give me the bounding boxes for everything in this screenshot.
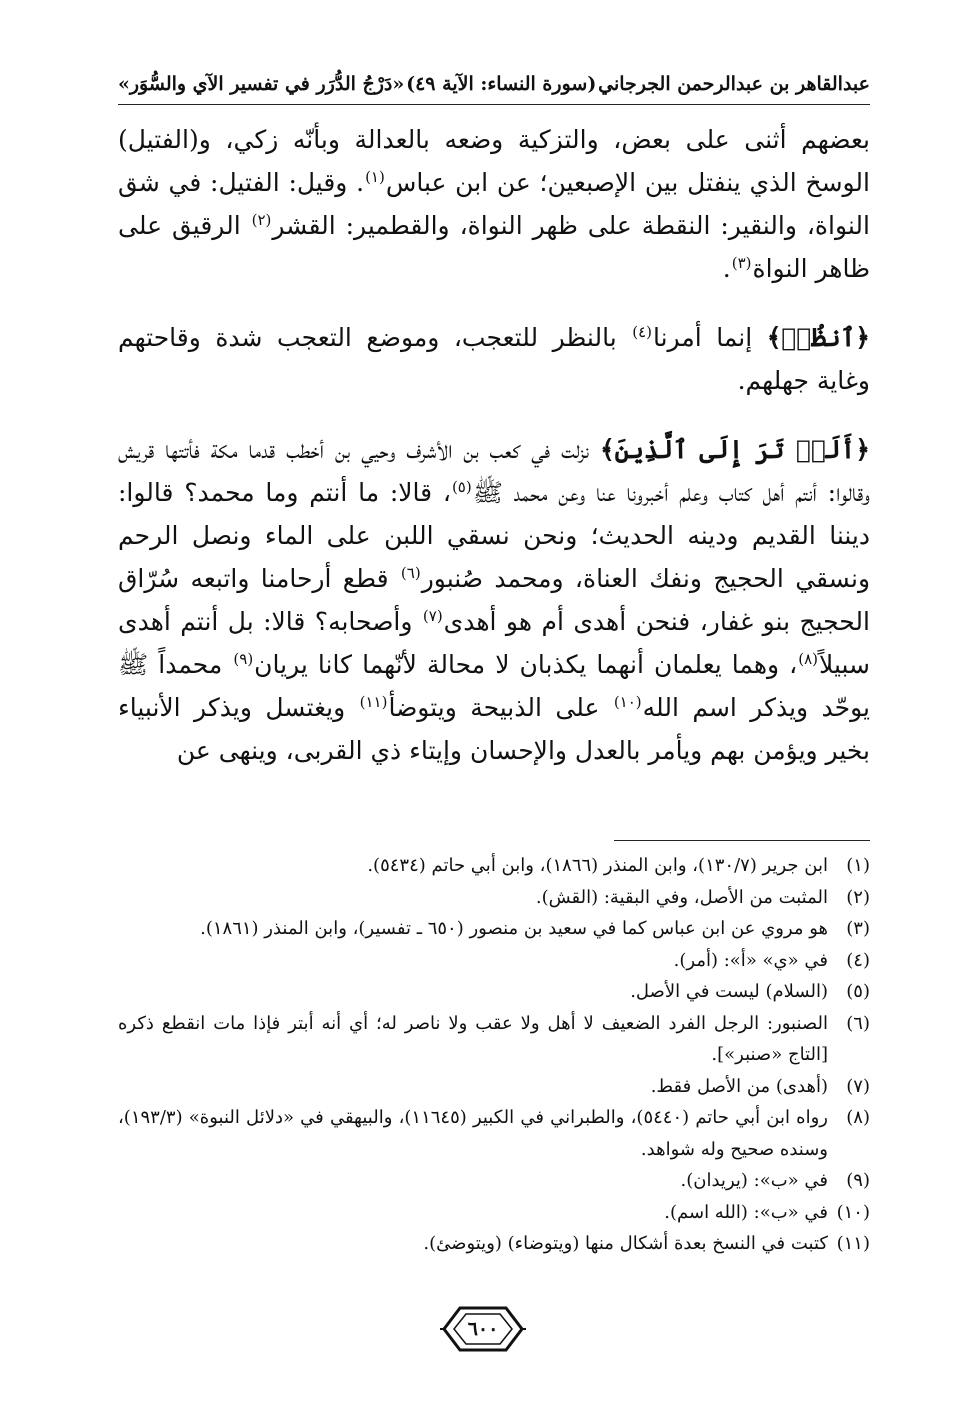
footnote-number: (٣) — [846, 918, 870, 939]
running-header — [118, 64, 870, 104]
quran-quote: ٱنظُرۡ — [781, 323, 856, 352]
footnote-text: (أهدى) من الأصل فقط. — [650, 1075, 828, 1097]
footnote-text: في «ي» «أ»: (أمر). — [673, 949, 828, 971]
footnote-text: المثبت من الأصل، وفي البقية: (القش). — [535, 886, 828, 908]
page-number-ornament — [440, 1304, 526, 1354]
footnote-5 — [118, 976, 870, 1008]
footnote-text: (السلام) ليست في الأصل. — [630, 981, 828, 1002]
footnote-ref: (٨) — [798, 649, 819, 668]
footnote-ref: (١) — [365, 167, 385, 186]
footnote-4 — [118, 945, 870, 977]
footnote-text: هو مروي عن ابن عباس كما في سعيد بن منصور (٦٥٠ ـ تفسير)، وابن المنذر (١٨٦١). — [200, 918, 828, 939]
quran-bracket-close: ﴾ — [599, 435, 615, 464]
footnote-10 — [118, 1197, 870, 1229]
footnote-text: كتبت في النسخ بعدة أشكال منها (ويتوضاء) (ويتوضئ). — [423, 1233, 828, 1254]
footnote-number: (٤) — [846, 949, 870, 971]
footnote-text: رواه ابن أبي حاتم (٥٤٤٠)، والطبراني في الكبير (١١٦٤٥)، والبيهقي في «دلائل النبوة» (١٩٣/٣)، وسنده صحيح وله شواهد. — [118, 1107, 828, 1160]
footnote-7 — [118, 1071, 870, 1103]
footnote-text: في «ب»: (يريدان). — [680, 1170, 828, 1191]
footnote-ref: (٢) — [251, 210, 272, 229]
footnote-ref: (٦) — [400, 563, 421, 582]
quran-bracket-open: ﴿ — [855, 435, 870, 464]
footnote-ref: (١١) — [359, 692, 388, 711]
footnote-number: (٦) — [846, 1012, 870, 1034]
footnote-2 — [118, 882, 870, 914]
footnote-9 — [118, 1165, 870, 1197]
footnote-number: (٥) — [846, 981, 870, 1002]
quran-bracket-open: ﴿ — [855, 323, 870, 352]
footnote-text: في «ب»: (الله اسم). — [664, 1201, 828, 1223]
footnote-number: (٧) — [846, 1075, 870, 1097]
paragraph-1: بعضهم أثنى على بعض، والتزكية وضعه بالعدالة وبأنّه زكي، و(الفتيل) الوسخ الذي ينفتل بين الإصبعين؛ عن ابن عباس$^{(١)}$. وقيل: الفتيل: في شق النواة، والنقير: النقطة على ظهر النواة، والقطمير: القشر$^{(٢)}$ الرقيق على ظاهر النواة$^{(٣)}$. — [118, 125, 870, 283]
footnote-8 — [118, 1102, 870, 1165]
quran-quote: أَلَمۡ تَرَ إِلَى ٱلَّذِينَ — [614, 435, 856, 464]
footnote-number: (٩) — [846, 1170, 870, 1191]
footnote-ref: (١٠) — [613, 692, 642, 711]
footnote-6 — [118, 1008, 870, 1071]
footnote-ref: (٣) — [731, 253, 752, 272]
footnote-number: (١١) — [836, 1233, 870, 1254]
footnote-text: ابن جرير (١٣٠/٧)، وابن المنذر (١٨٦٦)، وابن أبي حاتم (٥٤٣٤). — [367, 855, 828, 876]
paragraph-2: ﴿ٱنظُرۡ﴾ إنما أمرنا$^{(٤)}$ بالنظر للتعجب، وموضع التعجب شدة وقاحتهم وغاية جهلهم. — [118, 322, 870, 395]
footnote-11 — [118, 1228, 870, 1260]
page-number: ٦٠٠ — [467, 1318, 499, 1340]
header-surah-verse: (سورة النساء: الآية ٤٩) — [406, 73, 597, 95]
quran-bracket-close: ﴾ — [766, 323, 782, 352]
footnote-ref: (٧) — [422, 606, 443, 625]
paragraph-3: ﴿أَلَمۡ تَرَ إِلَى ٱلَّذِينَ﴾ نزلت في كعب بن الأشرف وحيي بن أخطب قدما مكة فأتتها قريش وقالوا: أنتم أهل كتاب وعلم أخبرونا عنا وعن محمد ﷺ$^{(٥)}$، قالا: ما أنتم وما محمد؟ قالوا: ديننا القديم ودينه الحديث؛ ونحن نسقي اللبن على الماء ونصل الرحم ونسقي الحجيج ونفك العناة، ومحمد صُنبور$^{(٦)}$ قطع أرحامنا واتبعه سُرّاق الحجيج بنو غفار، فنحن أهدى أم هو أهدى$^{(٧)}$ وأصحابه؟ قالا: بل أنتم أهدى سبيلاً$^{(٨)}$، وهما يعلمان أنهما يكذبان لا محالة لأنّهما كانا يريان$^{(٩)}$ محمداً ﷺ يوحّد ويذكر اسم الله$^{(١٠)}$ على الذبيحة ويتوضأ$^{(١١)}$ ويغتسل ويذكر الأنبياء بخير ويؤمن بهم ويأمر بالعدل والإحسان وإيتاء ذي القربى، وينهى عن — [118, 435, 871, 765]
footnote-number: (٢) — [846, 886, 870, 908]
footnote-ref: (٥) — [451, 477, 472, 496]
footnote-number: (١) — [846, 855, 870, 876]
header-divider — [118, 104, 870, 105]
footnote-divider — [614, 840, 870, 841]
footnote-number: (١٠) — [836, 1201, 870, 1223]
footnotes — [118, 850, 870, 1260]
main-text — [118, 118, 870, 772]
header-author: عبدالقاهر بن عبدالرحمن الجرجاني — [598, 73, 870, 95]
footnote-ref: (٤) — [632, 322, 652, 341]
footnote-ref: (٩) — [233, 649, 254, 668]
header-book-title: «دَرْجُ الدُّرَر في تفسير الآي والسُّوَر» — [118, 73, 405, 95]
footnote-text: الصنبور: الرجل الفرد الضعيف لا أهل ولا عقب ولا ناصر له؛ أي أنه أبتر فإذا مات انقطع ذكره [التاج «صنبر»]. — [118, 1012, 828, 1065]
footnote-1 — [118, 850, 870, 882]
footnote-number: (٨) — [846, 1107, 870, 1128]
footnote-3 — [118, 913, 870, 945]
